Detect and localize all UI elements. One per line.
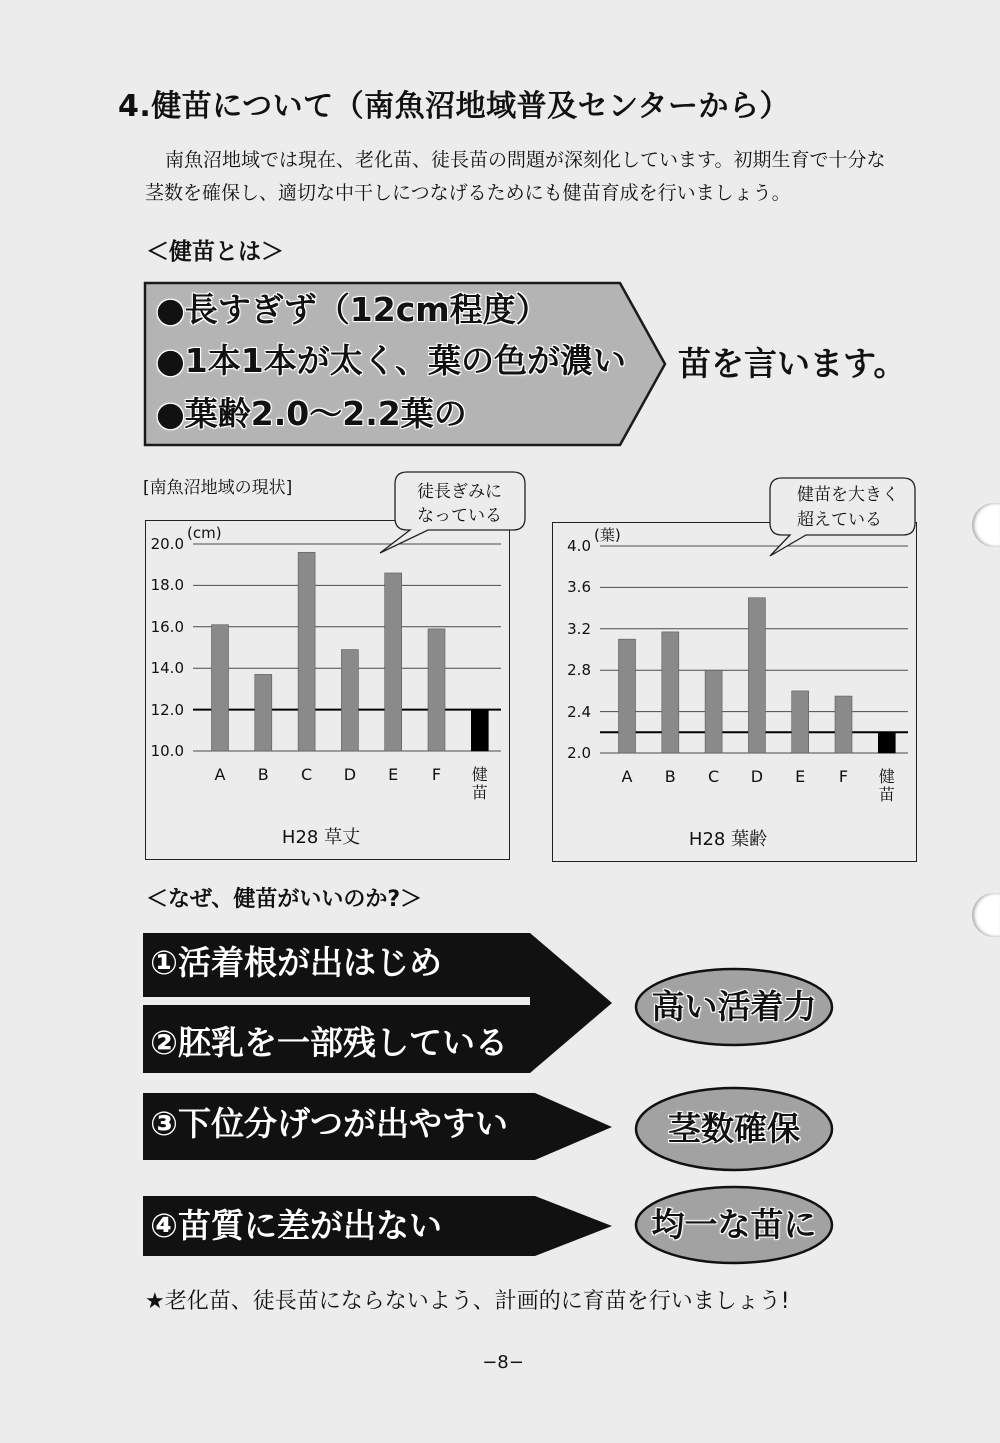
plant-height-callout-line: なっている: [417, 506, 502, 526]
x-category-label: E: [388, 765, 399, 784]
y-tick-label: 10.0: [150, 742, 184, 760]
y-tick-label: 12.0: [150, 700, 184, 719]
y-tick-label: 3.2: [567, 619, 591, 638]
closing-note: ★老化苗、徒長苗にならないよう、計画的に育苗を行いましょう!: [145, 1289, 790, 1314]
x-category-label: D: [750, 767, 764, 786]
criterion-leaf-age: ●葉齢2.0～2.2葉の: [156, 394, 467, 433]
leaf-age-callout-line: 超えている: [797, 510, 882, 530]
x-category-label: B: [257, 765, 269, 784]
chart-title: H28 草丈: [281, 827, 361, 848]
y-tick-label: 3.6: [567, 578, 591, 597]
x-category-label: C: [301, 765, 313, 784]
effect-tillers: 茎数確保: [668, 1109, 800, 1148]
x-category-label: E: [795, 767, 806, 786]
section-title: 4.健苗について（南魚沼地域普及センターから）: [118, 89, 790, 124]
page-number: −8−: [482, 1352, 524, 1373]
intro-line: 南魚沼地域では現在、老化苗、徒長苗の問題が深刻化しています。初期生育で十分な: [165, 149, 886, 171]
x-category-label: C: [708, 767, 720, 786]
x-category-label: 健苗: [471, 765, 488, 802]
definition-conclusion: 苗を言います。: [678, 344, 907, 383]
x-category-label: 健苗: [878, 767, 895, 804]
x-category-label: F: [838, 767, 849, 786]
plant-height-callout-line: 徒長ぎみに: [417, 482, 502, 502]
x-category-label: F: [431, 765, 442, 784]
reasons-heading: ＜なぜ、健苗がいいのか?＞: [146, 887, 423, 912]
status-label: [南魚沼地域の現状]: [143, 478, 293, 498]
y-tick-label: 4.0: [567, 537, 591, 555]
y-tick-label: 2.0: [567, 744, 591, 762]
cause-endosperm: ②胚乳を一部残している: [150, 1023, 508, 1062]
y-tick-label: 2.8: [567, 661, 591, 680]
criterion-length: ●長すぎず（12cm程度）: [156, 290, 549, 329]
y-tick-label: 18.0: [150, 576, 184, 595]
x-category-label: A: [214, 765, 226, 784]
x-category-label: B: [664, 767, 676, 786]
definition-heading: ＜健苗とは＞: [146, 239, 284, 265]
cause-rooting: ①活着根が出はじめ: [150, 943, 442, 982]
criterion-thickness-color: ●1本1本が太く、葉の色が濃い: [156, 341, 627, 380]
y-unit-label: (cm): [187, 524, 222, 542]
chart-title: H28 葉齢: [688, 829, 768, 850]
x-category-label: D: [343, 765, 357, 784]
effect-uniform: 均一な苗に: [651, 1205, 817, 1244]
leaf-age-callout-line: 健苗を大きく: [797, 485, 899, 505]
y-tick-label: 2.4: [567, 702, 591, 721]
cause-tillering: ③下位分げつが出やすい: [150, 1104, 508, 1143]
y-unit-label: (葉): [594, 526, 621, 544]
cause-uniform-quality: ④苗質に差が出ない: [150, 1206, 442, 1245]
x-category-label: A: [621, 767, 633, 786]
y-tick-label: 20.0: [150, 535, 184, 553]
y-tick-label: 16.0: [150, 617, 184, 636]
effect-rooting: 高い活着力: [651, 987, 817, 1026]
y-tick-label: 14.0: [150, 659, 184, 678]
intro-line: 茎数を確保し、適切な中干しにつなげるためにも健苗育成を行いましょう。: [145, 182, 791, 204]
